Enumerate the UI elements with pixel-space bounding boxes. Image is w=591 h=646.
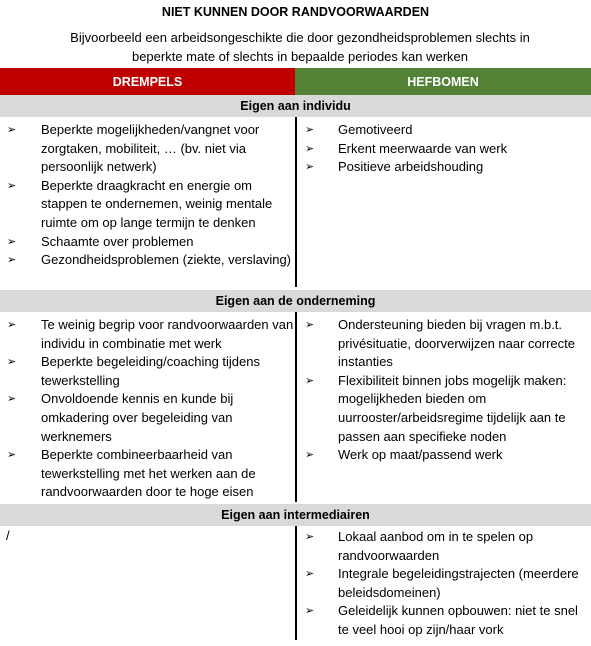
- page-subtitle: Bijvoorbeeld een arbeidsongeschikte die door gezondheidsproblemen slechts in beperkte mate of slechts in bepaalde periodes kan werken: [70, 30, 530, 64]
- list-item: ➢ Erkent meerwaarde van werk: [298, 140, 591, 159]
- list-item: ➢ Flexibiliteit binnen jobs mogelijk maken: mogelijkheden bieden om uurrooster/arbeidsregime tijdelijk aan te passen aan specifieke noden: [305, 372, 567, 444]
- arrowhead-bullet-icon: ➢: [305, 142, 315, 155]
- arrowhead-bullet-icon: ➢: [7, 235, 17, 248]
- list-item: ➢ Beperkte draagkracht en energie om stappen te ondernemen, weinig mentale ruimte om op lange termijn te denken: [7, 177, 273, 230]
- list-item: ➢ Integrale begeleidingstrajecten (meerdere beleidsdomeinen): [305, 566, 579, 600]
- empty-placeholder: /: [6, 528, 10, 543]
- list-item: ➢ Beperkte mogelijkheden/vangnet voor zorgtaken, mobiliteit, … (bv. niet via persoonlijk netwerk): [7, 122, 260, 175]
- list-item: ➢ Gemotiveerd: [298, 121, 591, 140]
- column-headers: [0, 68, 591, 95]
- list-item: ➢ Gezondheidsproblemen (ziekte, verslaving): [0, 251, 294, 270]
- arrowhead-bullet-icon: ➢: [7, 393, 17, 406]
- list-item: ➢ Onvoldoende kennis en kunde bij omkadering over begeleiding van werknemers: [7, 391, 234, 444]
- arrowhead-bullet-icon: ➢: [305, 124, 315, 136]
- list-item: ➢ Positieve arbeidshouding: [298, 158, 591, 177]
- arrowhead-bullet-icon: ➢: [305, 568, 315, 581]
- section-individu-hefbomen: [298, 121, 591, 177]
- section-individu-drempels: [0, 121, 294, 270]
- arrowhead-bullet-icon: ➢: [305, 531, 315, 543]
- section-bar-onderneming: Eigen aan de onderneming: [0, 290, 591, 312]
- list-item: ➢ Ondersteuning bieden bij vragen m.b.t. privésituatie, doorverwijzen naar correcte instanties: [305, 317, 575, 370]
- arrowhead-bullet-icon: ➢: [7, 179, 17, 192]
- list-item: ➢ Beperkte combineerbaarheid van tewerkstelling met het werken aan de randvoorwaarden door te hoge eisen: [7, 447, 256, 500]
- hefbomen-header: HEFBOMEN: [295, 68, 591, 95]
- arrowhead-bullet-icon: ➢: [7, 254, 17, 267]
- arrowhead-bullet-icon: ➢: [7, 356, 17, 369]
- list-item: ➢ Te weinig begrip voor randvoorwaarden van individu in combinatie met werk: [7, 317, 294, 351]
- list-item: ➢ Beperkte begeleiding/coaching tijdens tewerkstelling: [7, 354, 260, 388]
- section-intermediairen-hefbomen: [298, 528, 591, 640]
- list-item: ➢ Lokaal aanbod om in te spelen op randvoorwaarden: [305, 529, 534, 563]
- column-divider: [295, 312, 297, 502]
- arrowhead-bullet-icon: ➢: [7, 319, 17, 331]
- arrowhead-bullet-icon: ➢: [305, 605, 315, 618]
- section-onderneming-drempels: [0, 316, 294, 502]
- list-item: ➢ Geleidelijk kunnen opbouwen: niet te snel te veel hooi op zijn/haar vork: [305, 603, 578, 637]
- section-bar-individu: Eigen aan individu: [0, 95, 591, 117]
- arrowhead-bullet-icon: ➢: [305, 161, 315, 174]
- column-divider: [295, 117, 297, 287]
- list-item: ➢ Werk op maat/passend werk: [298, 446, 591, 465]
- section-bar-intermediairen: Eigen aan intermediairen: [0, 504, 591, 526]
- section-onderneming-hefbomen: [298, 316, 591, 465]
- arrowhead-bullet-icon: ➢: [305, 374, 315, 387]
- list-item: ➢ Schaamte over problemen: [0, 233, 294, 252]
- arrowhead-bullet-icon: ➢: [7, 449, 17, 462]
- arrowhead-bullet-icon: ➢: [7, 124, 17, 136]
- column-divider: [295, 526, 297, 640]
- arrowhead-bullet-icon: ➢: [305, 449, 315, 462]
- arrowhead-bullet-icon: ➢: [305, 319, 315, 331]
- page-title: NIET KUNNEN DOOR RANDVOORWAARDEN: [161, 5, 430, 19]
- drempels-header: DREMPELS: [0, 68, 295, 95]
